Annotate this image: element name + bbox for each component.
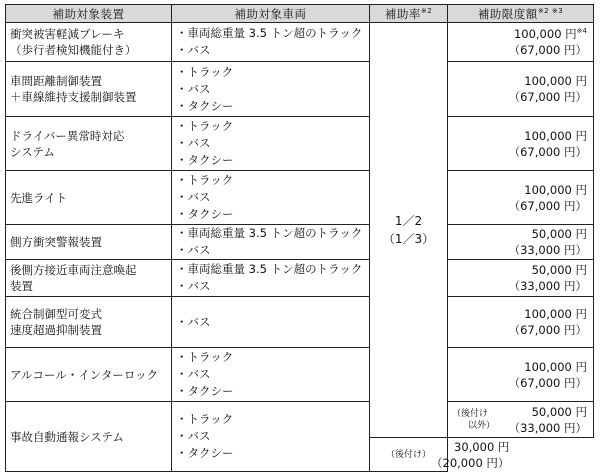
table-row xyxy=(6,225,594,260)
device-cell: 先進ライト xyxy=(6,171,172,225)
table-row xyxy=(6,171,594,225)
device-cell: 車間距離制御装置 ＋車線維持支援制御装置 xyxy=(6,62,172,117)
amount-cell: 100,000 円$^{※4}$ （67,000 円） xyxy=(448,23,594,62)
vehicle-cell: ・車両総重量 3.5 トン超のトラック ・バス xyxy=(172,23,370,62)
device-cell: 統合制御型可変式 速度超過抑制装置 xyxy=(6,297,172,348)
header-limit: 補助限度額$^{※2 ※3}$ xyxy=(448,5,594,23)
amount-cell: 100,000 円 （67,000 円） xyxy=(448,348,594,402)
device-cell: アルコール・インターロック xyxy=(6,348,172,402)
device-cell: 衝突被害軽減ブレーキ （歩行者検知機能付き） xyxy=(6,23,172,62)
table-row xyxy=(6,117,594,171)
table-row xyxy=(6,402,594,438)
header-vehicle: 補助対象車両 xyxy=(172,5,370,23)
amount-cell-retrofit-other: （後付け 以外） 50,000 円 （33,000 円） xyxy=(448,402,594,438)
rate-cell: 1／2 （1／3） xyxy=(370,23,448,438)
amount-cell-retrofit: （後付け） 30,000 円 （20,000 円） xyxy=(370,438,448,472)
vehicle-cell: ・トラック ・バス ・タクシー xyxy=(172,117,370,171)
amount-cell: 50,000 円 （33,000 円） xyxy=(448,225,594,260)
table-row xyxy=(6,348,594,402)
retrofit-label: （後付け） xyxy=(386,449,432,460)
device-cell: 事故自動通報システム xyxy=(6,402,172,472)
vehicle-cell: ・トラック ・バス ・タクシー xyxy=(172,402,370,472)
header-row xyxy=(6,5,594,23)
vehicle-cell: ・トラック ・バス ・タクシー xyxy=(172,348,370,402)
device-cell: ドライバー異常時対応 システム xyxy=(6,117,172,171)
vehicle-cell: ・トラック ・バス ・タクシー xyxy=(172,171,370,225)
amount-cell: 100,000 円 （67,000 円） xyxy=(448,297,594,348)
vehicle-cell: ・トラック ・バス ・タクシー xyxy=(172,62,370,117)
table-row xyxy=(6,62,594,117)
header-rate: 補助率$^{※2}$ xyxy=(370,5,448,23)
table-row xyxy=(6,297,594,348)
vehicle-cell: ・バス xyxy=(172,297,370,348)
header-device: 補助対象装置 xyxy=(6,5,172,23)
amount-cell: 100,000 円 （67,000 円） xyxy=(448,62,594,117)
table-row xyxy=(6,260,594,297)
vehicle-cell: ・車両総重量 3.5 トン超のトラック ・バス xyxy=(172,225,370,260)
amount-cell: 100,000 円 （67,000 円） xyxy=(448,117,594,171)
vehicle-cell: ・車両総重量 3.5 トン超のトラック ・バス xyxy=(172,260,370,297)
table-row xyxy=(6,23,594,62)
device-cell: 側方衝突警報装置 xyxy=(6,225,172,260)
device-cell: 後側方接近車両注意喚起 装置 xyxy=(6,260,172,297)
amount-cell: 100,000 円 （67,000 円） xyxy=(448,171,594,225)
retrofit-other-label: （後付け 以外） xyxy=(452,408,496,431)
amount-cell: 50,000 円 （33,000 円） xyxy=(448,260,594,297)
subsidy-table xyxy=(5,4,594,472)
